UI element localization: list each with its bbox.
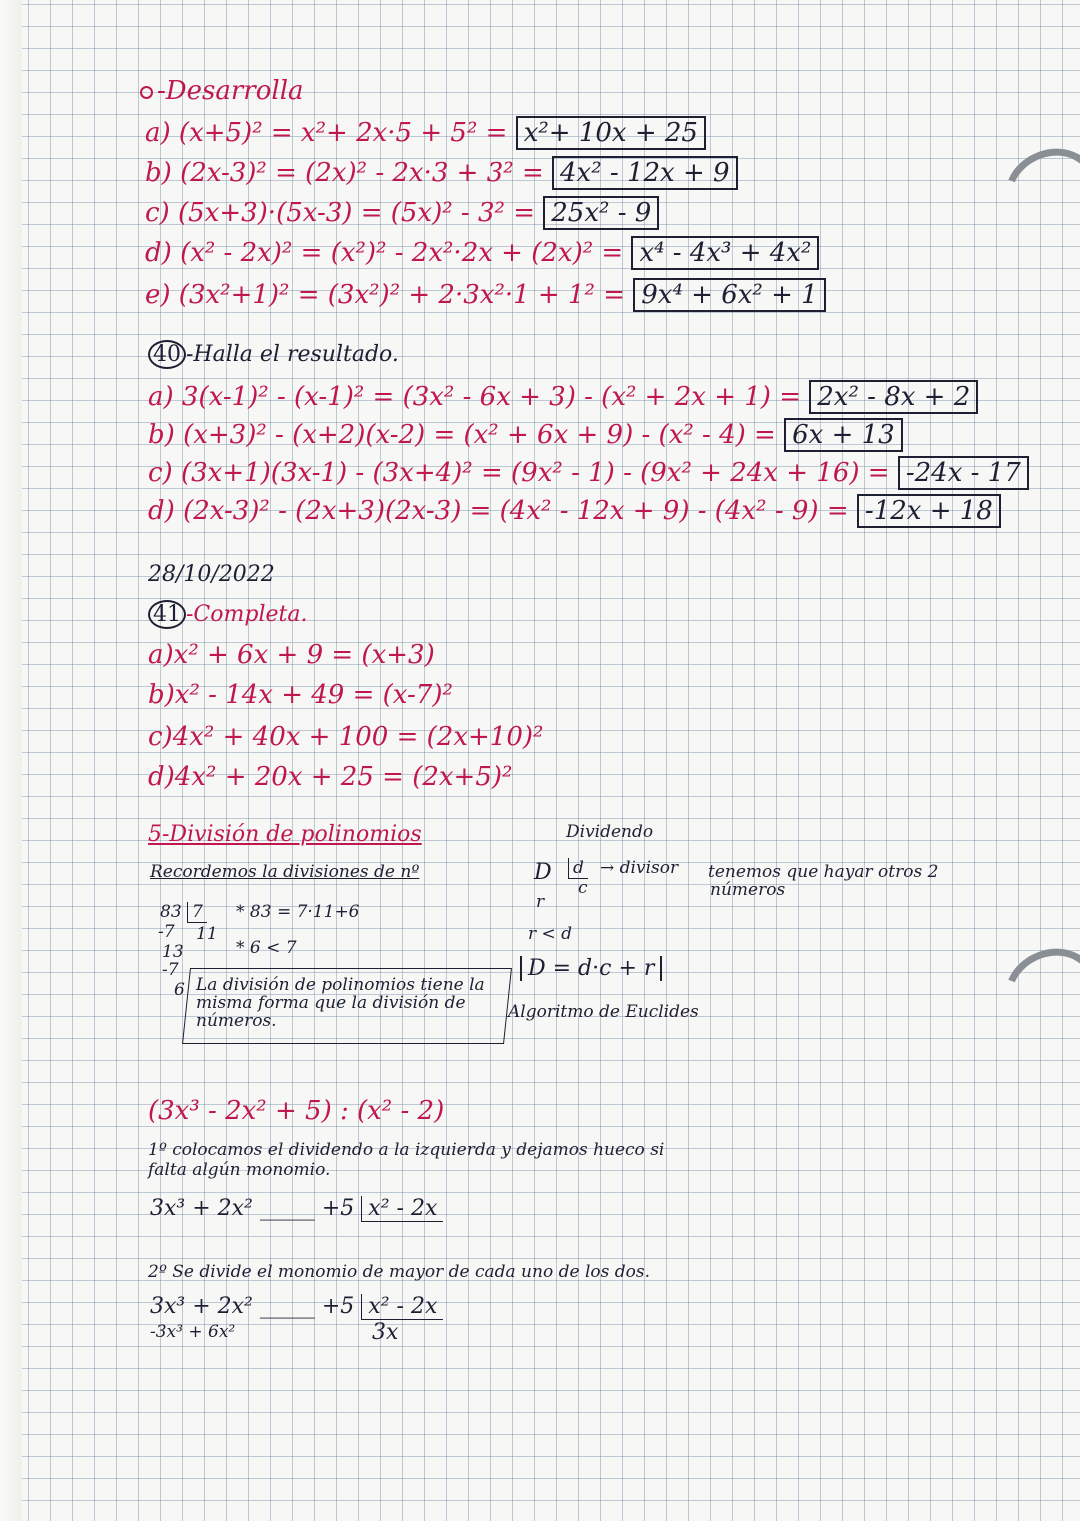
ex41-title: 41 -Completa. xyxy=(148,600,307,629)
ex41-item-d: d)4x² + 20x + 25 = (2x+5)² xyxy=(148,762,513,792)
desarrolla-item-c: c) (5x+3)·(5x-3) = (5x)² - 3² = 25x² - 9 xyxy=(145,198,659,228)
ex41-item-b: b)x² - 14x + 49 = (x-7)² xyxy=(148,680,453,710)
section5-title: 5-División de polinomios xyxy=(148,822,422,847)
scheme-d: d xyxy=(568,858,588,879)
num-step2: 13 xyxy=(162,942,184,962)
scheme-formula: D = d·c + r xyxy=(520,956,662,981)
ex40-item-d: d) (2x-3)² - (2x+3)(2x-3) = (4x² - 12x + 9) - (4x² - 9) = -12x + 18 xyxy=(148,496,1001,526)
bullet-icon xyxy=(140,86,153,99)
scheme-D: D xyxy=(534,860,552,885)
ex41-item-a: a)x² + 6x + 9 = (x+3) xyxy=(148,640,435,670)
desarrolla-title: -Desarrolla xyxy=(140,76,304,106)
scheme-alg: Algoritmo de Euclides xyxy=(508,1002,699,1022)
paper-margin xyxy=(0,0,22,1521)
num-step1: -7 xyxy=(158,922,175,942)
numeros-text: números xyxy=(710,880,786,900)
num-division: 83 7 xyxy=(160,902,207,922)
result-box: 4x² - 12x + 9 xyxy=(552,156,738,190)
num-quotient: 11 xyxy=(196,924,218,944)
result-box: x²+ 10x + 25 xyxy=(516,116,706,150)
num-note1: * 83 = 7·11+6 xyxy=(236,902,360,922)
result-box: x⁴ - 4x³ + 4x² xyxy=(631,236,819,270)
date: 28/10/2022 xyxy=(148,562,275,587)
result-box: 2x² - 8x + 2 xyxy=(809,380,978,414)
scheme-dividendo: Dividendo xyxy=(566,822,654,842)
scheme-cond: r < d xyxy=(528,924,573,944)
exercise-number: 40 xyxy=(148,340,186,369)
division-sub: -3x³ + 6x² xyxy=(150,1322,236,1342)
division-step2: 2º Se divide el monomio de mayor de cada uno de los dos. xyxy=(148,1262,650,1282)
desarrolla-item-e: e) (3x²+1)² = (3x²)² + 2·3x²·1 + 1² = 9x⁴ + 6x² + 1 xyxy=(145,280,826,310)
tenemos-text: tenemos que hayar otros 2 xyxy=(708,862,939,882)
ex40-item-c: c) (3x+1)(3x-1) - (3x+4)² = (9x² - 1) - (9x² + 24x + 16) = -24x - 17 xyxy=(148,458,1029,488)
scheme-divisor: → divisor xyxy=(600,858,679,878)
desarrolla-item-a: a) (x+5)² = x²+ 2x·5 + 5² = x²+ 10x + 25 xyxy=(145,118,706,148)
division-quotient: 3x xyxy=(372,1320,399,1345)
division-step1: 1º colocamos el dividendo a la izquierda y dejamos hueco si xyxy=(148,1140,665,1160)
ex40-item-b: b) (x+3)² - (x+2)(x-2) = (x² + 6x + 9) - (x² - 4) = 6x + 13 xyxy=(148,420,903,450)
scheme-c: c xyxy=(578,878,588,898)
result-box: 25x² - 9 xyxy=(543,196,659,230)
division-header: (3x³ - 2x² + 5) : (x² - 2) xyxy=(148,1096,445,1126)
exercise-number: 41 xyxy=(148,600,186,629)
division-layout2: 3x³ + 2x² _____ +5 x² - 2x xyxy=(150,1294,443,1319)
desarrolla-item-d: d) (x² - 2x)² = (x²)² - 2x²·2x + (2x)² = x⁴ - 4x³ + 4x² xyxy=(145,238,819,268)
scheme-r: r xyxy=(536,892,545,912)
num-step3: -7 xyxy=(162,960,179,980)
box-note: La división de polinomios tiene la misma forma que la división de números. xyxy=(196,975,485,1031)
ex41-item-c: c)4x² + 40x + 100 = (2x+10)² xyxy=(148,722,544,752)
result-box: 6x + 13 xyxy=(784,418,903,452)
ex40-item-a: a) 3(x-1)² - (x-1)² = (3x² - 6x + 3) - (x² + 2x + 1) = 2x² - 8x + 2 xyxy=(148,382,978,412)
section5-recall: Recordemos la divisiones de nº xyxy=(150,862,420,882)
desarrolla-item-b: b) (2x-3)² = (2x)² - 2x·3 + 3² = 4x² - 12x + 9 xyxy=(145,158,738,188)
num-remainder: 6 xyxy=(174,980,185,1000)
result-box: -12x + 18 xyxy=(857,494,1001,528)
division-layout1: 3x³ + 2x² _____ +5 x² - 2x xyxy=(150,1196,443,1221)
result-box: 9x⁴ + 6x² + 1 xyxy=(633,278,825,312)
division-step1b: falta algún monomio. xyxy=(148,1160,331,1180)
result-box: -24x - 17 xyxy=(898,456,1029,490)
num-note2: * 6 < 7 xyxy=(236,938,297,958)
ex40-title: 40 -Halla el resultado. xyxy=(148,340,399,369)
